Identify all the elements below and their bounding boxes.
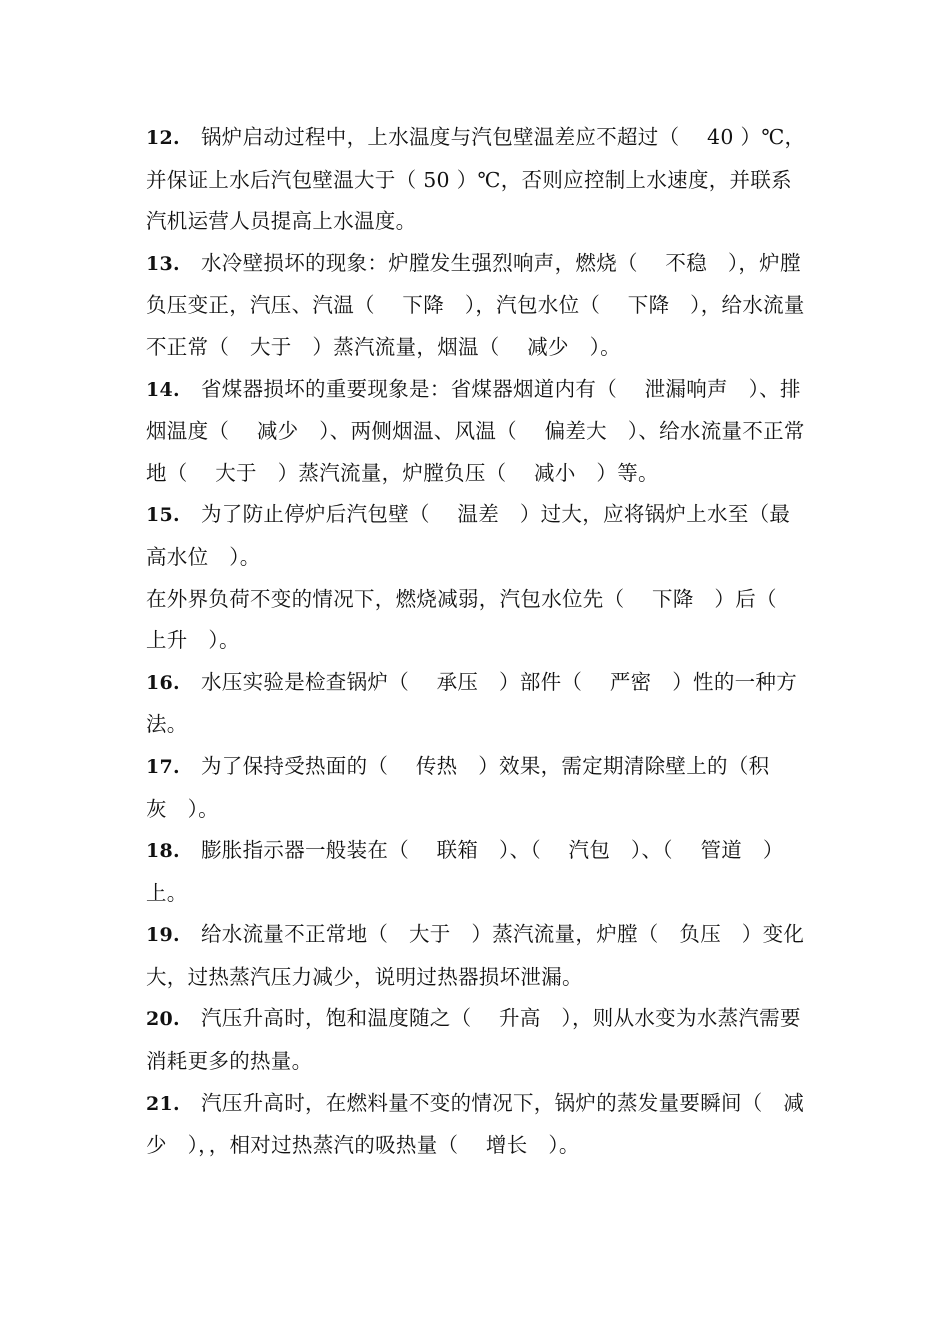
question-14 (146, 369, 808, 495)
question-15-continuation (146, 579, 808, 662)
question-number: 15. (146, 504, 180, 527)
question-12 (146, 117, 808, 243)
question-text: 水压实验是检查锅炉（ 承压 ）部件（ 严密 ）性的一种方法。 (146, 669, 798, 737)
question-18 (146, 830, 808, 914)
question-number: 14. (146, 378, 180, 401)
question-number: 21. (146, 1092, 180, 1115)
question-text: 省煤器损坏的重要现象是：省煤器烟道内有（ 泄漏响声 ）、排烟温度（ 减少 ）、两侧烟温、风温（ 偏差大 ）、给水流量不正常地（ 大于 ）蒸汽流量，炉膛负压（ 减小 ）等。 (146, 376, 805, 485)
question-number: 16. (146, 671, 180, 694)
question-text: 为了防止停炉后汽包壁（ 温差 ）过大，应将锅炉上水至（最高水位 ）。 (146, 502, 791, 569)
question-21 (146, 1083, 808, 1167)
question-15 (146, 494, 808, 578)
question-number: 17. (146, 755, 180, 778)
question-16 (146, 662, 808, 746)
question-text: 汽压升高时，饱和温度随之（ 升高 ），则从水变为水蒸汽需要消耗更多的热量。 (146, 1006, 801, 1074)
question-text: 为了保持受热面的（ 传热 ）效果，需定期清除壁上的（积灰 ）。 (146, 753, 770, 821)
question-text: 给水流量不正常地（ 大于 ）蒸汽流量，炉膛（ 负压 ）变化大，过热蒸汽压力减少，说明过热器损坏泄漏。 (146, 922, 805, 989)
question-number: 18. (146, 840, 180, 863)
question-text: 水冷壁损坏的现象：炉膛发生强烈响声，燃烧（ 不稳 ），炉膛负压变正，汽压、汽温（ 下降 ），汽包水位（ 下降 ），给水流量不正常（ 大于 ）蒸汽流量，烟温（ 减少 ）。 (146, 250, 805, 359)
question-text: 锅炉启动过程中，上水温度与汽包壁温差应不超过（ 40 ）℃，并保证上水后汽包壁温大于（ 50 ）℃，否则应控制上水速度，并联系汽机运营人员提高上水温度。 (146, 125, 806, 234)
question-number: 20. (146, 1008, 180, 1031)
question-number: 13. (146, 252, 180, 275)
question-list (146, 117, 808, 1167)
question-19 (146, 914, 808, 998)
question-13 (146, 243, 808, 369)
question-text: 汽压升高时，在燃料量不变的情况下，锅炉的蒸发量要瞬间（ 减少 ），，相对过热蒸汽的吸热量（ 增长 ）。 (146, 1090, 805, 1158)
question-number: 19. (146, 924, 180, 947)
question-20 (146, 998, 808, 1082)
question-17 (146, 746, 808, 830)
question-number: 12. (146, 127, 180, 149)
question-text: 膨胀指示器一般装在（ 联箱 ）、（ 汽包 ）、（ 管道 ）上。 (146, 838, 784, 905)
question-text: 在外界负荷不变的情况下，燃烧减弱，汽包水位先（ 下降 ）后（ 上升 ）。 (146, 586, 805, 653)
